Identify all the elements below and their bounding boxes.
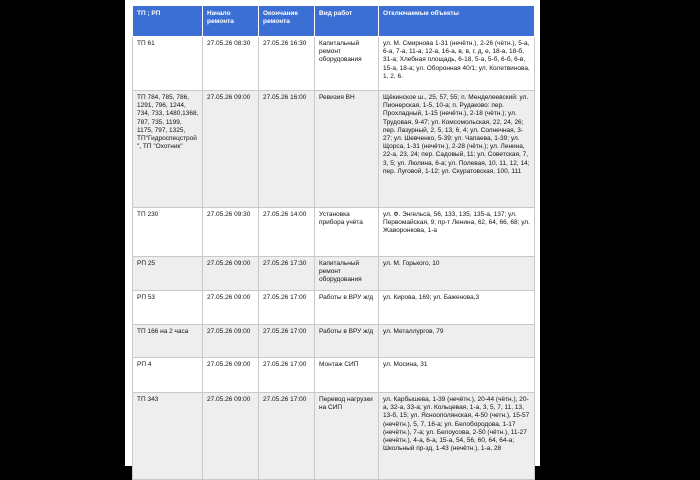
cell-start: 27.05.26 09:00 xyxy=(203,393,259,480)
cell-tp: ТП 61 xyxy=(133,37,203,91)
cell-start: 27.05.26 09:30 xyxy=(203,208,259,257)
cell-tp: ТП 343 xyxy=(133,393,203,480)
cell-end: 27.05.26 17:00 xyxy=(259,393,315,480)
cell-objects: ул. Кирова, 169; ул. Баженова,3 xyxy=(379,291,535,325)
cell-work: Капитальный ремонт оборудования xyxy=(315,37,379,91)
cell-tp: ТП 784, 785, 786, 1291, 796, 1244, 734, 733, 1480,1368, 787, 735, 1199, 1175, 797, 1325, ТП"Гидроспецстрой", ТП "Охотник" xyxy=(133,91,203,208)
cell-objects: ул. Металлургов, 79 xyxy=(379,325,535,358)
cell-start: 27.05.26 08:30 xyxy=(203,37,259,91)
table-row xyxy=(133,37,535,91)
cell-start: 27.05.26 09:00 xyxy=(203,325,259,358)
header-start: Начало ремонта xyxy=(203,6,259,37)
cell-start: 27.05.26 09:00 xyxy=(203,291,259,325)
table-row xyxy=(133,257,535,291)
cell-work: Капитальный ремонт оборудования xyxy=(315,257,379,291)
cell-end: 27.05.26 16:30 xyxy=(259,37,315,91)
header-work: Вид работ xyxy=(315,6,379,37)
cell-objects: ул. М. Горького, 10 xyxy=(379,257,535,291)
table-row xyxy=(133,91,535,208)
cell-work: Работы в ВРУ ж/д xyxy=(315,291,379,325)
cell-end: 27.05.26 17:30 xyxy=(259,257,315,291)
table-row xyxy=(133,291,535,325)
cell-objects: ул. М. Смирнова 1-31 (нечётн.), 2-26 (чётн.), 5-а, 6-а, 7-а, 11-а, 12-а, 16-а, в, в, г, д, е, 18-а, 18-б, 31-а; Хлебная площадь, 6-18, 5-а, 5-б, 6-б, 6-в, 15-а, 18-а; ул. Оборонная 40/1; ул. Колетвинова, 1, 2, 6. xyxy=(379,37,535,91)
header-end: Окончание ремонта xyxy=(259,6,315,37)
header-tp: ТП ; РП xyxy=(133,6,203,37)
cell-tp: РП 25 xyxy=(133,257,203,291)
cell-tp: ТП 166 на 2 часа xyxy=(133,325,203,358)
cell-tp: РП 4 xyxy=(133,358,203,393)
cell-tp: РП 53 xyxy=(133,291,203,325)
cell-work: Перевод нагрузки на СИП xyxy=(315,393,379,480)
table-row xyxy=(133,358,535,393)
table-header-row xyxy=(133,6,535,37)
cell-start: 27.05.26 09:00 xyxy=(203,358,259,393)
cell-tp: ТП 230 xyxy=(133,208,203,257)
cell-objects: ул. Мосина, 31 xyxy=(379,358,535,393)
header-objects: Отключаемые объекты xyxy=(379,6,535,37)
cell-work: Работы в ВРУ ж/д xyxy=(315,325,379,358)
cell-end: 27.05.26 14:00 xyxy=(259,208,315,257)
document-sheet xyxy=(125,0,540,466)
table-row xyxy=(133,393,535,480)
outage-schedule-table xyxy=(132,5,535,480)
cell-objects: ул. Карбышева, 1-39 (нечётн.), 20-44 (чётн.), 20-а, 32-а, 33-а; ул. Кольцевая, 1-а, 3, 5, 7, 11, 13, 13-б, 15; ул. Ясноополянская, 4-50 (четн.), 15-57 (нечётн.), 5, 7, 16-а; ул. Белобородова, 1-17 (нечётн.), 7-а; ул. Белоусова, 2-50 (чётн.), 11-27 (нечётн.), 4-а, 6-а, 15-а, 54, 56, 60, 64, 64-а; Школьный пр-зд, 1-43 (нечётн.), 1-а, 28 xyxy=(379,393,535,480)
cell-objects: Щёкинское ш., 25, 57, 55; п. Менделеевский: ул. Пионерская, 1-5, 10-а; п. Рудаково: пер. Прохладный, 1-15 (нечётн.), 2-18 (чётн.); ул. Трудовая, 9-47; ул. Комсомольская, 22, 24, 26; пер. Лазурный, 2, 5, 13, 6, 4; ул. Солнечная, 3-27; ул. Шевченко, 5-39; ул. Чапаева, 1-39; ул. Щорса, 1-31 (нечётн.), 2-28 (чётн.); ул. Ленина, 22-а, 23, 24; пер. Садовый, 11; ул. Советская, 7, 3, 5; ул. Люлина, 6-а; ул. Полевая, 10, 11, 12, 14; пер. Луговой, 1-12; ул. Скуратовская, 100, 111 xyxy=(379,91,535,208)
cell-work: Монтаж СИП xyxy=(315,358,379,393)
table-row xyxy=(133,325,535,358)
cell-start: 27.05.26 09:00 xyxy=(203,91,259,208)
cell-end: 27.05.26 17:00 xyxy=(259,291,315,325)
table-row xyxy=(133,208,535,257)
cell-end: 27.05.26 17:00 xyxy=(259,325,315,358)
cell-start: 27.05.26 09:00 xyxy=(203,257,259,291)
cell-end: 27.05.26 16:00 xyxy=(259,91,315,208)
cell-work: Установка прибора учёта xyxy=(315,208,379,257)
cell-objects: ул. Ф. Энгельса, 56, 133, 135, 135-а, 137; ул. Первомайская, 9; пр-т Ленина, 62, 64, 66, 68; ул. Жаворонкова, 1-а xyxy=(379,208,535,257)
cell-end: 27.05.26 17:00 xyxy=(259,358,315,393)
cell-work: Ревизия ВН xyxy=(315,91,379,208)
